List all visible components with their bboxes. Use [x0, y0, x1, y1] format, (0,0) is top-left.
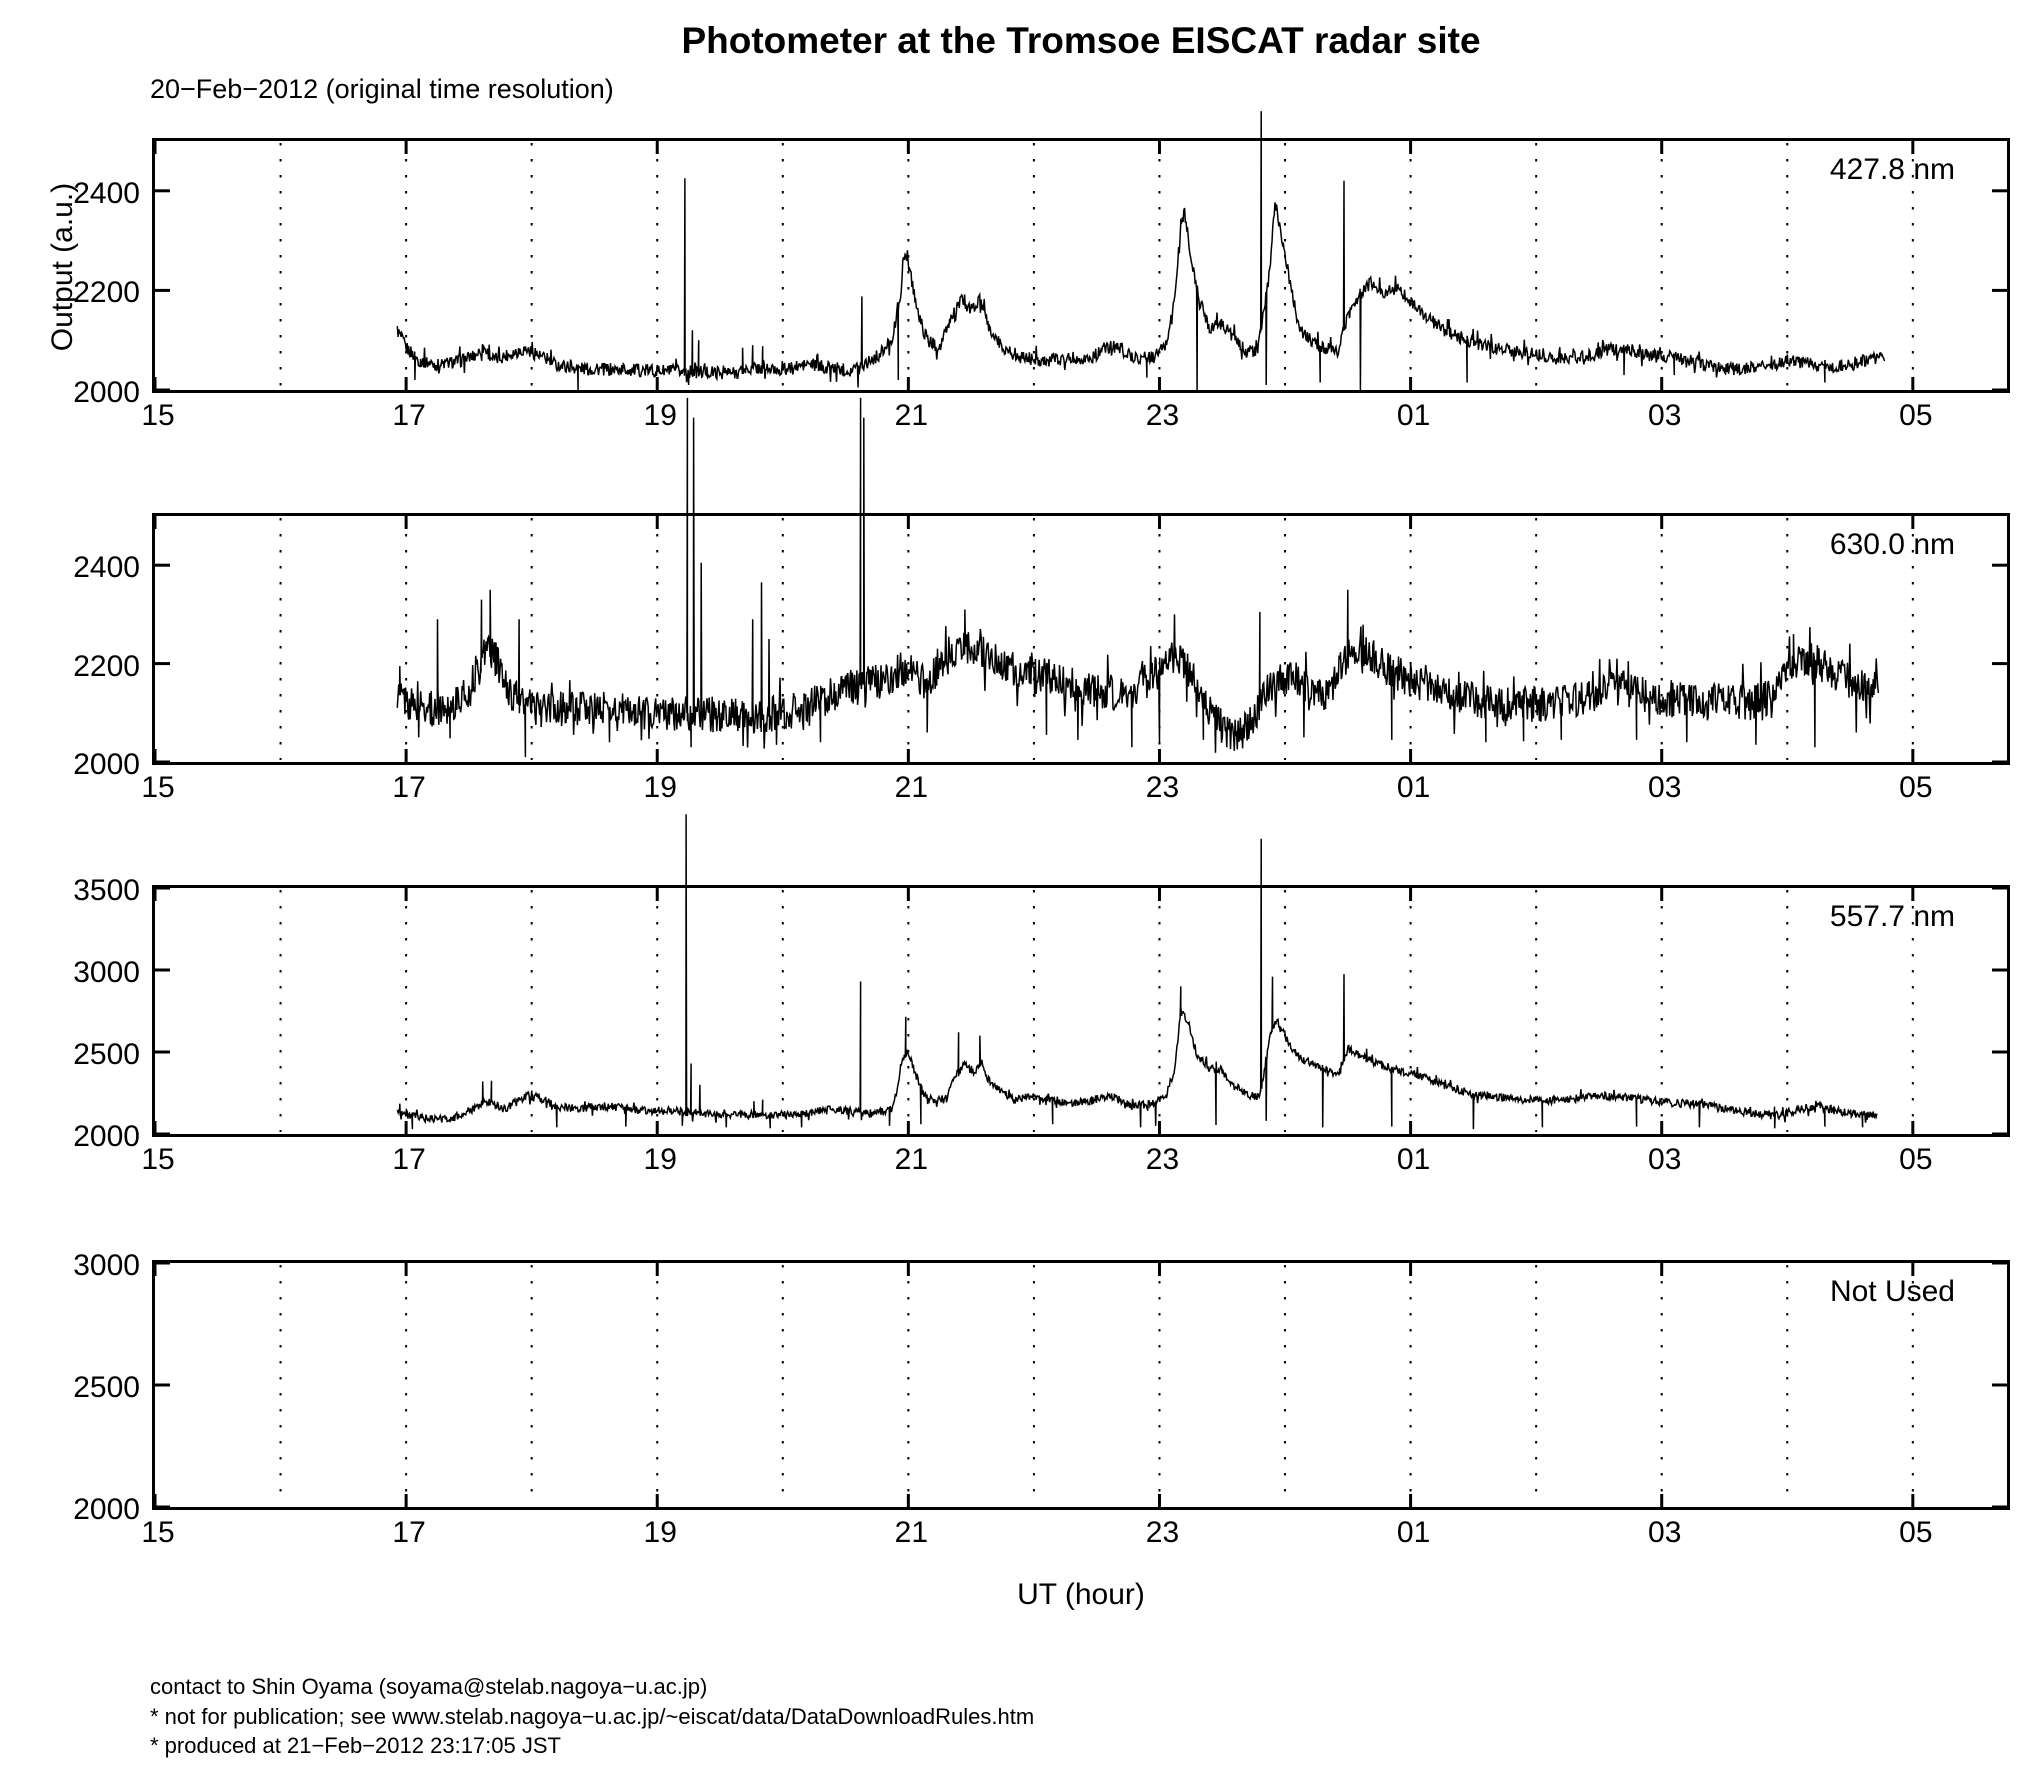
x-tick-label: 15 [141, 1143, 175, 1176]
x-tick-label: 19 [643, 1516, 677, 1549]
x-tick-label: 03 [1648, 1143, 1682, 1176]
y-tick-label: 2000 [73, 1493, 140, 1526]
x-axis-label: UT (hour) [1017, 1578, 1145, 1611]
panel-label-630.0-nm: 630.0 nm [1829, 528, 1955, 561]
panel-label-557.7-nm: 557.7 nm [1829, 900, 1955, 933]
x-tick-label: 01 [1396, 1143, 1431, 1176]
panel-label-427.8-nm: 427.8 nm [1829, 153, 1955, 186]
x-tick-label: 01 [1396, 399, 1431, 432]
x-tick-label: 19 [643, 771, 677, 804]
plot-area-not-used [155, 1263, 2007, 1507]
plot-panel-630.0-nm [73, 513, 2010, 804]
footer [150, 1672, 1034, 1761]
x-tick-label: 17 [392, 1516, 426, 1549]
x-tick-label: 21 [894, 399, 929, 432]
y-tick-label: 2000 [73, 748, 140, 781]
x-tick-label: 05 [1899, 1143, 1933, 1176]
x-tick-label: 23 [1145, 1516, 1180, 1549]
y-tick-label: 2500 [73, 1371, 140, 1404]
x-tick-label: 19 [643, 1143, 677, 1176]
x-tick-label: 21 [894, 771, 929, 804]
y-tick-label: 3500 [73, 874, 140, 907]
x-tick-label: 23 [1145, 771, 1180, 804]
y-tick-label: 2200 [73, 649, 140, 683]
x-tick-label: 05 [1899, 771, 1933, 804]
x-tick-label: 17 [392, 1143, 426, 1176]
data-trace-630.0-nm [397, 398, 1878, 757]
x-tick-label: 15 [141, 771, 175, 804]
y-axis-label: Output (a.u.) [46, 182, 79, 352]
x-tick-label: 23 [1145, 399, 1180, 432]
footer-produced-line: * produced at 21−Feb−2012 23:17:05 JST [150, 1733, 561, 1758]
y-tick-label: 3000 [73, 956, 140, 989]
y-tick-label: 2000 [73, 376, 140, 409]
x-tick-label: 01 [1396, 1516, 1431, 1549]
x-tick-label: 05 [1899, 399, 1933, 432]
y-tick-label: 2200 [73, 276, 140, 310]
x-tick-label: 05 [1899, 1516, 1933, 1549]
y-tick-label: 2000 [73, 1120, 140, 1153]
x-tick-label: 15 [141, 399, 175, 432]
x-tick-label: 15 [141, 1516, 175, 1549]
data-trace-557.7-nm [397, 814, 1877, 1129]
x-tick-label: 17 [392, 771, 426, 804]
figure-subtitle: 20−Feb−2012 (original time resolution) [150, 74, 614, 104]
y-tick-label: 2400 [73, 176, 140, 210]
x-tick-label: 03 [1648, 399, 1682, 432]
plot-area-630.0-nm [155, 516, 2007, 762]
x-tick-label: 01 [1396, 771, 1431, 804]
x-tick-label: 19 [643, 399, 677, 432]
plot-area-427.8-nm [155, 141, 2007, 390]
y-tick-label: 2500 [73, 1038, 140, 1071]
y-tick-label: 3000 [73, 1249, 140, 1282]
plot-panel-not-used [73, 1249, 2010, 1549]
x-tick-label: 03 [1648, 771, 1682, 804]
x-tick-label: 21 [894, 1143, 929, 1176]
y-tick-label: 2400 [73, 551, 140, 585]
plot-panel-427.8-nm [73, 138, 2010, 432]
x-tick-label: 23 [1145, 1143, 1180, 1176]
footer-publication-line: * not for publication; see www.stelab.nagoya−u.ac.jp/~eiscat/data/DataDownloadRules.htm [150, 1703, 1035, 1729]
plot-area-557.7-nm [155, 888, 2007, 1134]
x-tick-label: 17 [392, 399, 426, 432]
footer-contact-line: contact to Shin Oyama (soyama@stelab.nagoya−u.ac.jp) [150, 1674, 708, 1699]
panel-label-not-used: Not Used [1829, 1275, 1955, 1308]
x-tick-label: 21 [894, 1516, 929, 1549]
x-tick-label: 03 [1648, 1516, 1682, 1549]
plot-panel-557.7-nm [73, 874, 2010, 1176]
figure-title: Photometer at the Tromsoe EISCAT radar site [681, 20, 1481, 61]
